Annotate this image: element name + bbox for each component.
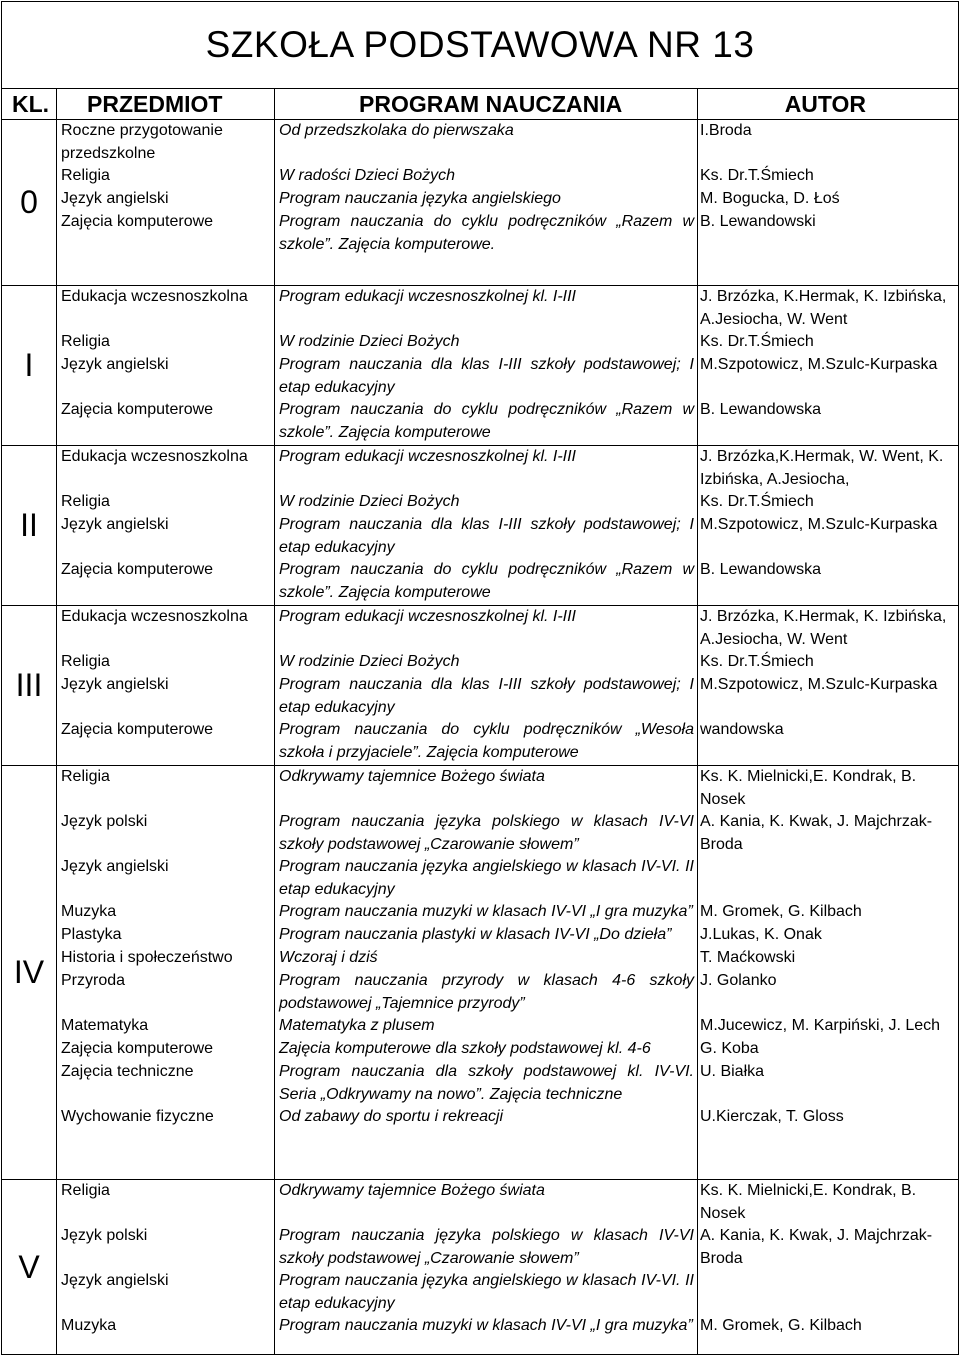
program-text: W rodzinie Dzieci Bożych — [279, 493, 460, 510]
subject-text: Religia — [61, 653, 110, 670]
author-text — [700, 1270, 958, 1315]
author-text: J. Brzózka,K.Hermak, W. Went, K. Izbińska, A.Jesiocha, — [700, 448, 944, 488]
author-text: T. Maćkowski — [700, 949, 796, 966]
subject-text: Religia — [61, 768, 110, 785]
program-text: Program nauczania przyrody w klasach 4-6 szkoły podstawowej „Tajemnice przyrody” — [279, 972, 694, 1012]
subject-cell — [57, 286, 275, 446]
program-text: Program nauczania dla klas I-III szkoły podstawowej; I etap edukacyjny — [279, 356, 694, 396]
class-section — [2, 606, 959, 766]
program-text: Program nauczania języka angielskiego — [279, 190, 561, 207]
subject-text: Zajęcia komputerowe — [61, 721, 214, 738]
author-text: Ks. Dr.T.Śmiech — [700, 653, 814, 670]
class-section — [2, 1180, 959, 1355]
subject-text: Plastyka — [61, 926, 122, 943]
program-text: Zajęcia komputerowe dla szkoły podstawowej kl. 4-6 — [279, 1040, 651, 1057]
subject-text: Muzyka — [61, 1317, 117, 1334]
author-cell — [698, 120, 959, 286]
subject-text: Zajęcia komputerowe — [61, 1040, 214, 1057]
author-text: M.Jucewicz, M. Karpiński, J. Lech — [700, 1017, 941, 1034]
program-text: Program nauczania dla klas I-III szkoły podstawowej; I etap edukacyjny — [279, 676, 694, 716]
author-text: U.Kierczak, T. Gloss — [700, 1108, 844, 1125]
program-text: Program nauczania języka polskiego w klasach IV-VI szkoły podstawowej „Czarowanie słowem” — [279, 1227, 694, 1267]
class-number: 0 — [2, 120, 57, 286]
program-text: Program nauczania języka angielskiego w klasach IV-VI. II etap edukacyjny — [279, 1272, 694, 1312]
subject-text: Wychowanie fizyczne — [61, 1108, 214, 1125]
subject-text: Język angielski — [61, 516, 169, 533]
subject-text: Język angielski — [61, 190, 169, 207]
class-section — [2, 286, 959, 446]
author-text: J.Lukas, K. Onak — [700, 926, 822, 943]
program-text: Program nauczania języka angielskiego w klasach IV-VI. II etap edukacyjny — [279, 858, 694, 898]
program-text: Program nauczania do cyklu podręczników „Razem w szkole”. Zajęcia komputerowe — [279, 561, 694, 601]
class-number: II — [2, 446, 57, 606]
program-cell — [275, 766, 698, 1180]
subject-text: Religia — [61, 167, 110, 184]
subject-text: Język angielski — [61, 356, 169, 373]
program-cell — [275, 120, 698, 286]
program-text: Odkrywamy tajemnice Bożego świata — [279, 1182, 545, 1199]
program-cell — [275, 606, 698, 766]
author-text — [700, 856, 958, 901]
class-section — [2, 446, 959, 606]
class-section — [2, 120, 959, 286]
subject-text: Język angielski — [61, 1272, 169, 1289]
program-text: Program edukacji wczesnoszkolnej kl. I-III — [279, 608, 576, 625]
subject-text: Edukacja wczesnoszkolna — [61, 608, 248, 625]
author-text: B. Lewandowska — [700, 561, 821, 578]
header-autor: AUTOR — [698, 89, 959, 120]
program-text: Odkrywamy tajemnice Bożego świata — [279, 768, 545, 785]
class-section — [2, 766, 959, 1180]
program-text: W rodzinie Dzieci Bożych — [279, 333, 460, 350]
program-text: Program nauczania języka polskiego w klasach IV-VI szkoły podstawowej „Czarowanie słowem” — [279, 813, 694, 853]
author-text: J. Brzózka, K.Hermak, K. Izbińska, A.Jesiocha, W. Went — [700, 608, 947, 648]
program-text: Program edukacji wczesnoszkolnej kl. I-III — [279, 448, 576, 465]
program-text: Program edukacji wczesnoszkolnej kl. I-III — [279, 288, 576, 305]
author-text: J. Brzózka, K.Hermak, K. Izbińska, A.Jesiocha, W. Went — [700, 288, 947, 328]
program-text: Program nauczania do cyklu podręczników „Wesoła szkoła i przyjaciele”. Zajęcia komputerowe — [279, 721, 694, 761]
author-cell — [698, 286, 959, 446]
author-cell — [698, 1180, 959, 1355]
subject-text: Zajęcia komputerowe — [61, 401, 214, 418]
program-cell — [275, 1180, 698, 1355]
author-text: wandowska — [700, 721, 784, 738]
subject-text: Religia — [61, 493, 110, 510]
class-number: I — [2, 286, 57, 446]
author-text: A. Kania, K. Kwak, J. Majchrzak-Broda — [700, 813, 933, 853]
program-text: Program nauczania do cyklu podręczników „Razem w szkole”. Zajęcia komputerowe — [279, 401, 694, 441]
class-number: III — [2, 606, 57, 766]
program-text: Program nauczania muzyki w klasach IV-VI „I gra muzyka” — [279, 1317, 693, 1334]
class-number: IV — [2, 766, 57, 1180]
program-text: W rodzinie Dzieci Bożych — [279, 653, 460, 670]
subject-text: Przyroda — [61, 972, 126, 989]
curriculum-table — [1, 1, 959, 1355]
program-cell — [275, 446, 698, 606]
author-text: G. Koba — [700, 1040, 759, 1057]
author-text: B. Lewandowski — [700, 213, 816, 230]
program-text: Od zabawy do sportu i rekreacji — [279, 1108, 504, 1125]
subject-text: Religia — [61, 1182, 110, 1199]
program-text: Program nauczania dla klas I-III szkoły podstawowej; I etap edukacyjny — [279, 516, 694, 556]
author-text: M. Gromek, G. Kilbach — [700, 1317, 862, 1334]
author-text: Ks. Dr.T.Śmiech — [700, 493, 814, 510]
subject-text: Zajęcia komputerowe — [61, 561, 214, 578]
author-text: Ks. Dr.T.Śmiech — [700, 167, 814, 184]
subject-text: Język angielski — [61, 676, 169, 693]
subject-text: Edukacja wczesnoszkolna — [61, 288, 248, 305]
author-text: M. Gromek, G. Kilbach — [700, 903, 862, 920]
header-przedmiot: PRZEDMIOT — [57, 89, 275, 120]
program-text: Od przedszkolaka do pierwszaka — [279, 122, 514, 139]
program-text: Wczoraj i dziś — [279, 949, 378, 966]
program-text: W radości Dzieci Bożych — [279, 167, 456, 184]
subject-text: Edukacja wczesnoszkolna — [61, 448, 248, 465]
program-text: Program nauczania do cyklu podręczników „Razem w szkole”. Zajęcia komputerowe. — [279, 213, 694, 253]
subject-text: Język angielski — [61, 858, 169, 875]
subject-cell — [57, 120, 275, 286]
header-program: PROGRAM NAUCZANIA — [275, 89, 698, 120]
subject-text: Matematyka — [61, 1017, 149, 1034]
author-cell — [698, 446, 959, 606]
subject-text: Muzyka — [61, 903, 117, 920]
subject-cell — [57, 766, 275, 1180]
author-text: Ks. K. Mielnicki,E. Kondrak, B. Nosek — [700, 1182, 917, 1222]
author-text: M.Szpotowicz, M.Szulc-Kurpaska — [700, 356, 938, 373]
author-text: Ks. Dr.T.Śmiech — [700, 333, 814, 350]
author-text: A. Kania, K. Kwak, J. Majchrzak-Broda — [700, 1227, 933, 1267]
program-text: Matematyka z plusem — [279, 1017, 435, 1034]
program-text: Program nauczania dla szkoły podstawowej kl. IV-VI. Seria „Odkrywamy na nowo”. Zajęcia techniczne — [279, 1063, 694, 1103]
subject-cell — [57, 446, 275, 606]
author-text: B. Lewandowska — [700, 401, 821, 418]
subject-text: Zajęcia komputerowe — [61, 213, 214, 230]
author-text: M.Szpotowicz, M.Szulc-Kurpaska — [700, 676, 938, 693]
author-text: M.Szpotowicz, M.Szulc-Kurpaska — [700, 516, 938, 533]
author-text: J. Golanko — [700, 972, 777, 989]
program-text: Program nauczania plastyki w klasach IV-VI „Do dzieła” — [279, 926, 672, 943]
page-title: SZKOŁA PODSTAWOWA NR 13 — [2, 2, 959, 89]
subject-text: Język polski — [61, 1227, 148, 1244]
author-text: M. Bogucka, D. Łoś — [700, 190, 840, 207]
author-text: Ks. K. Mielnicki,E. Kondrak, B. Nosek — [700, 768, 917, 808]
author-cell — [698, 766, 959, 1180]
subject-text: Historia i społeczeństwo — [61, 949, 233, 966]
program-text: Program nauczania muzyki w klasach IV-VI „I gra muzyka” — [279, 903, 693, 920]
class-number: V — [2, 1180, 57, 1355]
author-cell — [698, 606, 959, 766]
subject-text: Język polski — [61, 813, 148, 830]
header-kl: KL. — [2, 89, 57, 120]
subject-cell — [57, 1180, 275, 1355]
subject-text: Religia — [61, 333, 110, 350]
subject-text: Roczne przygotowanie przedszkolne — [61, 122, 223, 162]
subject-cell — [57, 606, 275, 766]
author-text: I.Broda — [700, 122, 752, 139]
subject-text: Zajęcia techniczne — [61, 1063, 194, 1080]
program-cell — [275, 286, 698, 446]
author-text: U. Białka — [700, 1063, 765, 1080]
